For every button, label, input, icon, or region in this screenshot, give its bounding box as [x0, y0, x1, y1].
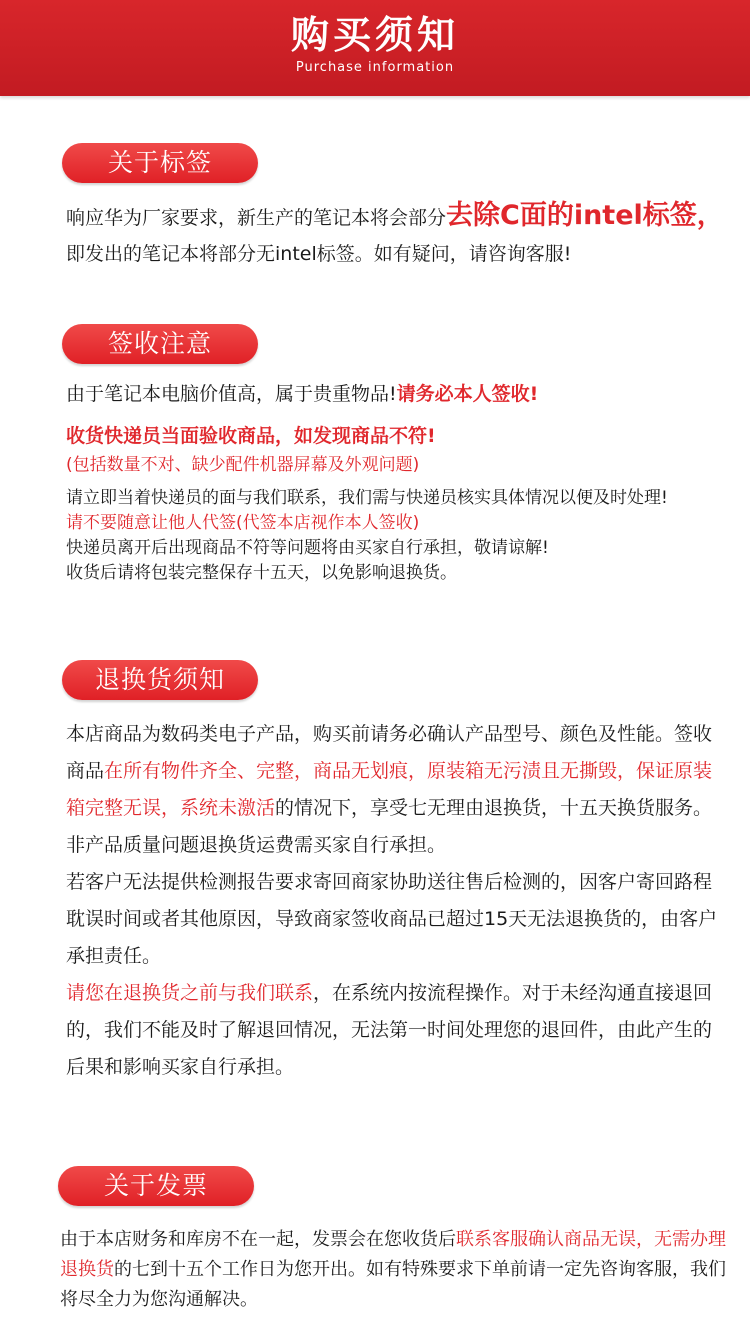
sign-paragraph-2: 收货快递员当面验收商品，如发现商品不符!: [66, 425, 436, 447]
page-subtitle: Purchase information: [295, 60, 455, 75]
sign-highlight: 请务必本人签收!: [396, 383, 539, 405]
sign-paragraph-3: (包括数量不对、缺少配件机器屏幕及外观问题): [66, 455, 420, 475]
sign-paragraph-1: [66, 377, 726, 411]
sign-paragraph-4: 请立即当着快递员的面与我们联系，我们需与快递员核实具体情况以便及时处理!: [66, 488, 668, 508]
label-text-c: 即发出的笔记本将部分无intel标签。如有疑问，请咨询客服!: [66, 243, 572, 265]
returns-highlight: 在所有物件齐全、完整，商品无划痕，原装箱无污渍且无撕毁，保证原装箱完整无误，系统未激活: [66, 760, 713, 819]
returns-contact-highlight: 请您在退换货之前与我们联系: [66, 982, 314, 1004]
section-heading-sign: 签收注意: [62, 324, 258, 364]
section-invoice-body: [60, 1225, 728, 1315]
sign-paragraph-6: 快递员离开后出现商品不符等问题将由买家自行承担，敬请谅解!: [66, 538, 549, 558]
label-highlight: 去除C面的intel标签，: [446, 200, 724, 231]
section-sign-body: [66, 377, 726, 586]
page-header: [0, 0, 750, 96]
invoice-text-c: 的七到十五个工作日为您开出。如有特殊要求下单前请一定先咨询客服，我们将尽全力为您沟通解决。: [60, 1259, 726, 1310]
section-heading-returns: 退换货须知: [62, 660, 258, 700]
section-label-body: [66, 198, 726, 272]
returns-text-c: 的情况下，享受七无理由退换货，十五天换货服务。非产品质量问题退换货运费需买家自行承担。: [66, 797, 713, 856]
sign-paragraph-7: 收货后请将包装完整保存十五天，以免影响退换货。: [66, 563, 457, 583]
sign-paragraph-5: 请不要随意让他人代签(代签本店视作本人签收): [66, 513, 420, 533]
returns-paragraph-3: [66, 975, 726, 1086]
label-paragraph: [66, 198, 726, 272]
section-heading-invoice: 关于发票: [58, 1166, 254, 1206]
returns-paragraph-2: 若客户无法提供检测报告要求寄回商家协助送往售后检测的，因客户寄回路程耽误时间或者其他原因，导致商家签收商品已超过15天无法退换货的，由客户承担责任。: [66, 871, 718, 967]
section-heading-label: 关于标签: [62, 143, 258, 183]
invoice-paragraph: [60, 1225, 728, 1315]
page-title: 购买须知: [290, 13, 459, 57]
label-text-a: 响应华为厂家要求，新生产的笔记本将会部分: [66, 207, 447, 229]
section-returns-body: [66, 716, 726, 1086]
returns-text-a: 本店商品为数码类电子产品，购买前请务必确认产品型号、颜色及性能。签收商品: [66, 723, 713, 782]
returns-text-p3: ，在系统内按流程操作。对于未经沟通直接退回的，我们不能及时了解退回情况，无法第一时间处理您的退回件，由此产生的后果和影响买家自行承担。: [66, 982, 713, 1078]
sign-text-a: 由于笔记本电脑价值高，属于贵重物品!: [66, 383, 397, 405]
returns-paragraph-1: [66, 716, 726, 864]
invoice-highlight: 联系客服确认商品无误，无需办理退换货: [60, 1229, 726, 1280]
invoice-text-a: 由于本店财务和库房不在一起，发票会在您收货后: [60, 1229, 456, 1250]
